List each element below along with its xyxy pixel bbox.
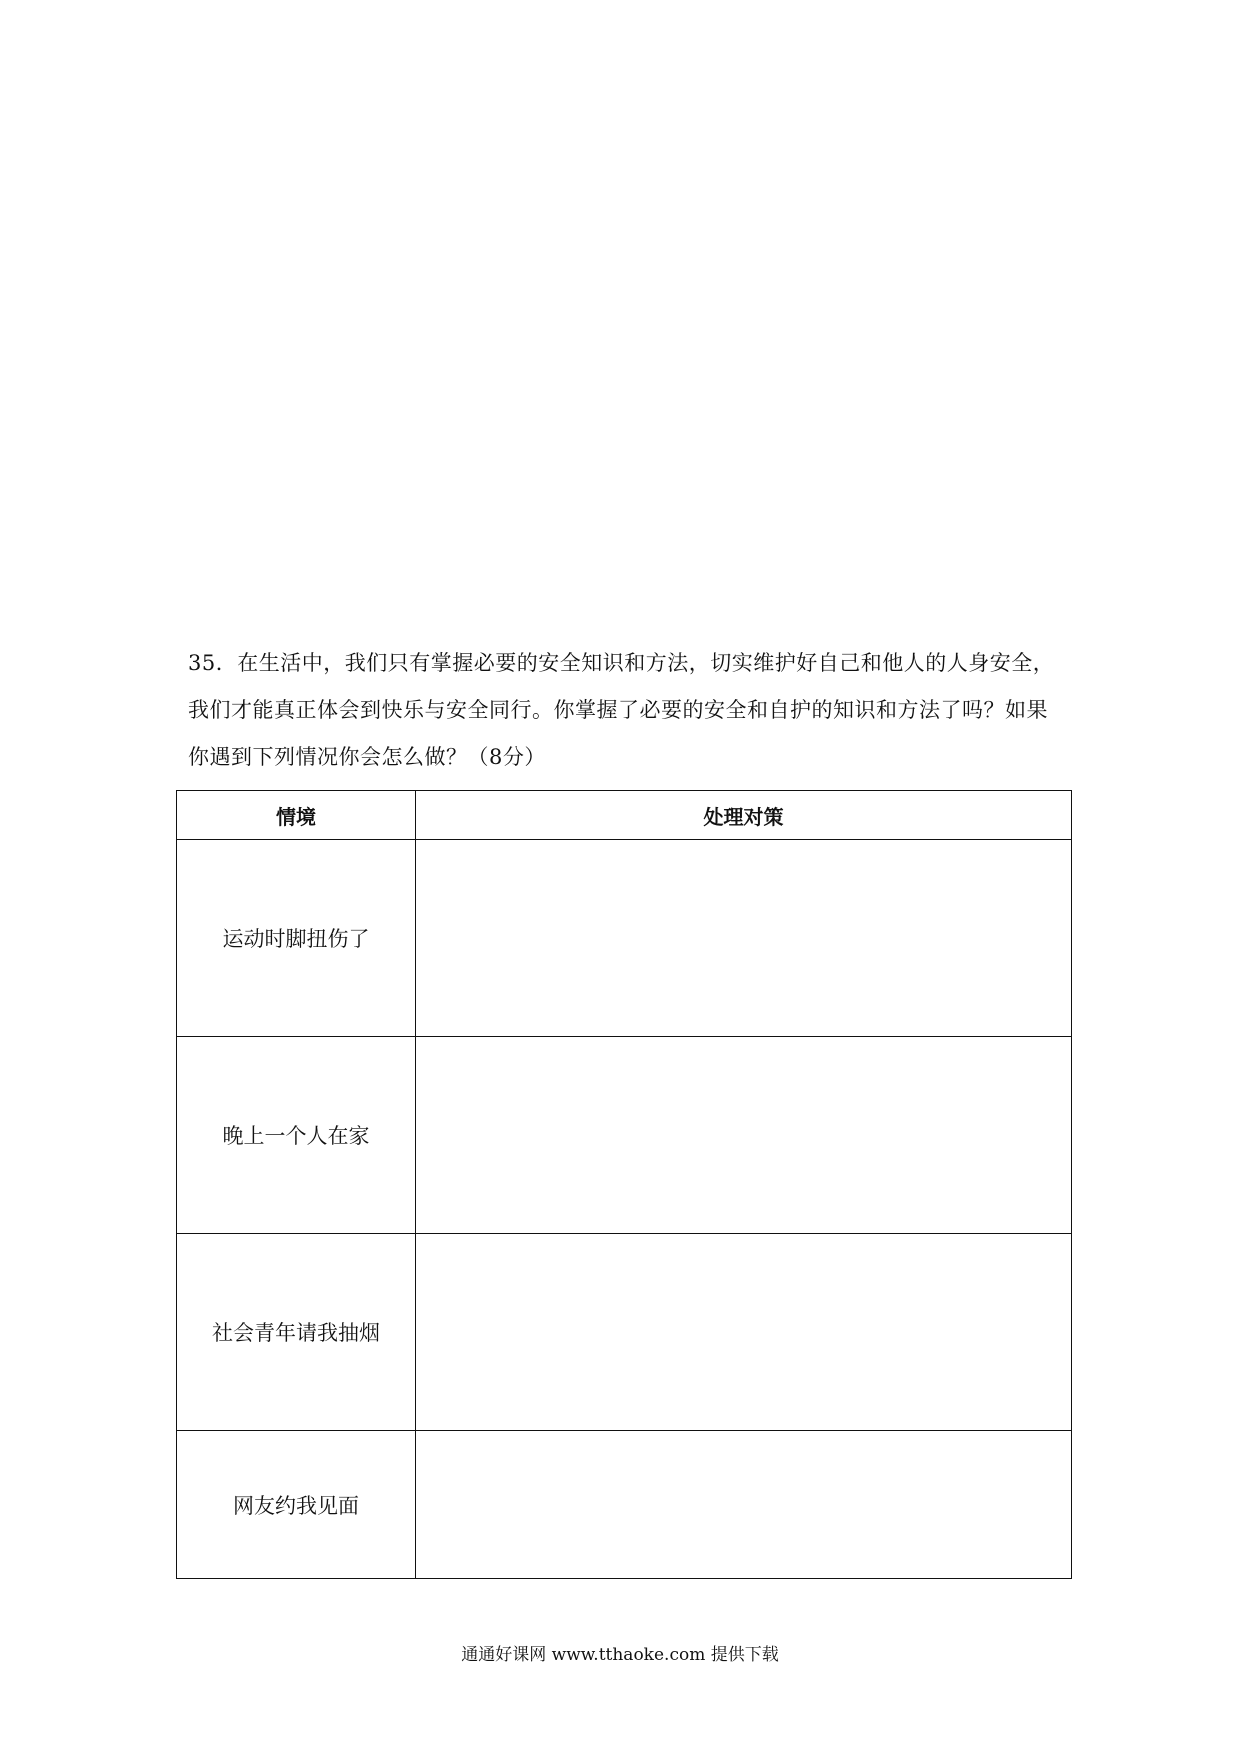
question-35 [188, 640, 1068, 781]
strategy-answer-cell[interactable] [416, 1037, 1072, 1234]
strategy-answer-cell[interactable] [416, 1234, 1072, 1431]
answer-table [176, 790, 1072, 1579]
question-line-3: 你遇到下列情况你会怎么做？（8分） [188, 745, 546, 769]
table-header-row [177, 791, 1072, 840]
strategy-answer-cell[interactable] [416, 840, 1072, 1037]
question-line-2: 我们才能真正体会到快乐与安全同行。你掌握了必要的安全和自护的知识和方法了吗？如果 [188, 698, 1048, 722]
table-row [177, 1234, 1072, 1431]
header-scene: 情境 [177, 791, 416, 840]
question-line-1: 35．在生活中，我们只有掌握必要的安全知识和方法，切实维护好自己和他人的人身安全， [188, 651, 1055, 675]
scene-cell: 运动时脚扭伤了 [177, 840, 416, 1037]
page-footer: 通通好课网 www.tthaoke.com 提供下载 [461, 1645, 779, 1665]
scene-cell: 晚上一个人在家 [177, 1037, 416, 1234]
table-row [177, 840, 1072, 1037]
table-row [177, 1431, 1072, 1579]
strategy-answer-cell[interactable] [416, 1431, 1072, 1579]
header-strategy: 处理对策 [416, 791, 1072, 840]
scene-cell: 社会青年请我抽烟 [177, 1234, 416, 1431]
scene-cell: 网友约我见面 [177, 1431, 416, 1579]
table-row [177, 1037, 1072, 1234]
